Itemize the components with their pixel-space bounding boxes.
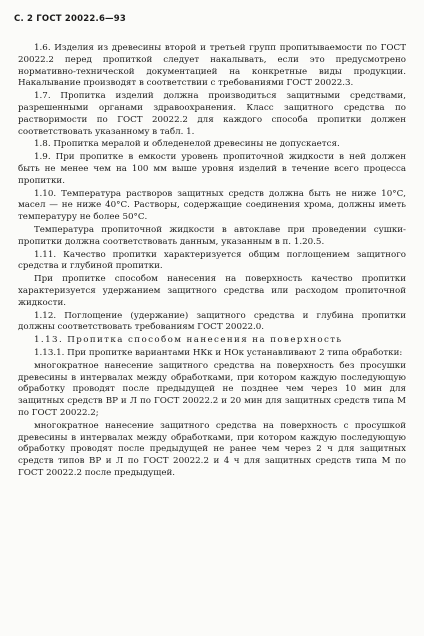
paragraph-1-13-1: 1.13.1. При пропитке вариантами НКк и НОк устанавливают 2 типа обработки: [34,347,403,358]
paragraph-autoclave-temperature: Температура пропиточной жидкости в автоклаве при проведении сушки-пропитки должна соответствовать данным, указанным в п. 1.20.5. [18,224,406,247]
paragraph-treatment-type-2: многократное нанесение защитного средства на поверхность с просушкой древесины в интервалах между обработками, при котором каждую последующую обработку проводят после предыдущей не ранее чем через 2 ч для защитных средств типов ВР и Л по ГОСТ 20022.2 и 4 ч для защитных средств типа М по ГОСТ 20022.2 после предыдущей. [18,420,406,478]
page-header: С. 2 ГОСТ 20022.6—93 [14,14,126,24]
paragraph-1-10: 1.10. Температура растворов защитных средств должна быть не ниже 10°С, масел — не ниже 40°С. Растворы, содержащие соединения хрома, должны иметь температуру не более 50°С. [18,188,406,223]
paragraph-1-9: 1.9. При пропитке в емкости уровень пропиточной жидкости в ней должен быть не менее чем на 100 мм выше уровня изделий в течение всего процесса пропитки. [18,152,406,186]
paragraph-treatment-type-1: многократное нанесение защитного средства на поверхность без просушки древесины в интервалах между обработками, при котором каждую последующую обработку проводят после предыдущей не позднее чем через 10 мин для защитных средств ВР и Л по ГОСТ 20022.2 и 20 мин для защитных средств типа М по ГОСТ 20022.2; [18,360,406,418]
paragraph-1-6: 1.6. Изделия из древесины второй и третьей групп пропитываемости по ГОСТ 20022.2 перед пропиткой следует накалывать, если это предусмотрено нормативно-технической документацией на конкретные виды продукции. Накалывание производят в соответствии с требованиями ГОСТ 20022.3. [18,43,406,89]
paragraph-1-11: 1.11. Качество пропитки характеризуется общим поглощением защитного средства и глубиной пропитки. [18,249,406,272]
section-heading-1-13: 1.13. Пропитка способом нанесения на поверхность [34,335,343,346]
paragraph-1-12: 1.12. Поглощение (удержание) защитного средства и глубина пропитки должны соответствовать требованиям ГОСТ 20022.0. [18,310,406,333]
paragraph-1-8: 1.8. Пропитка мералой и обледенелой древесины не допускается. [34,139,340,150]
paragraph-1-7: 1.7. Пропитка изделий должна производиться защитными средствами, разрешенными органами здравоохранения. Класс защитного средства по растворимости по ГОСТ 20022.2 для каждого способа пропитки должен соответствовать указанному в табл. 1. [18,91,406,137]
document-body [18,43,406,481]
paragraph-surface-quality: При пропитке способом нанесения на поверхность качество пропитки характеризуется удержанием защитного средства или расходом пропиточной жидкости. [18,274,406,308]
